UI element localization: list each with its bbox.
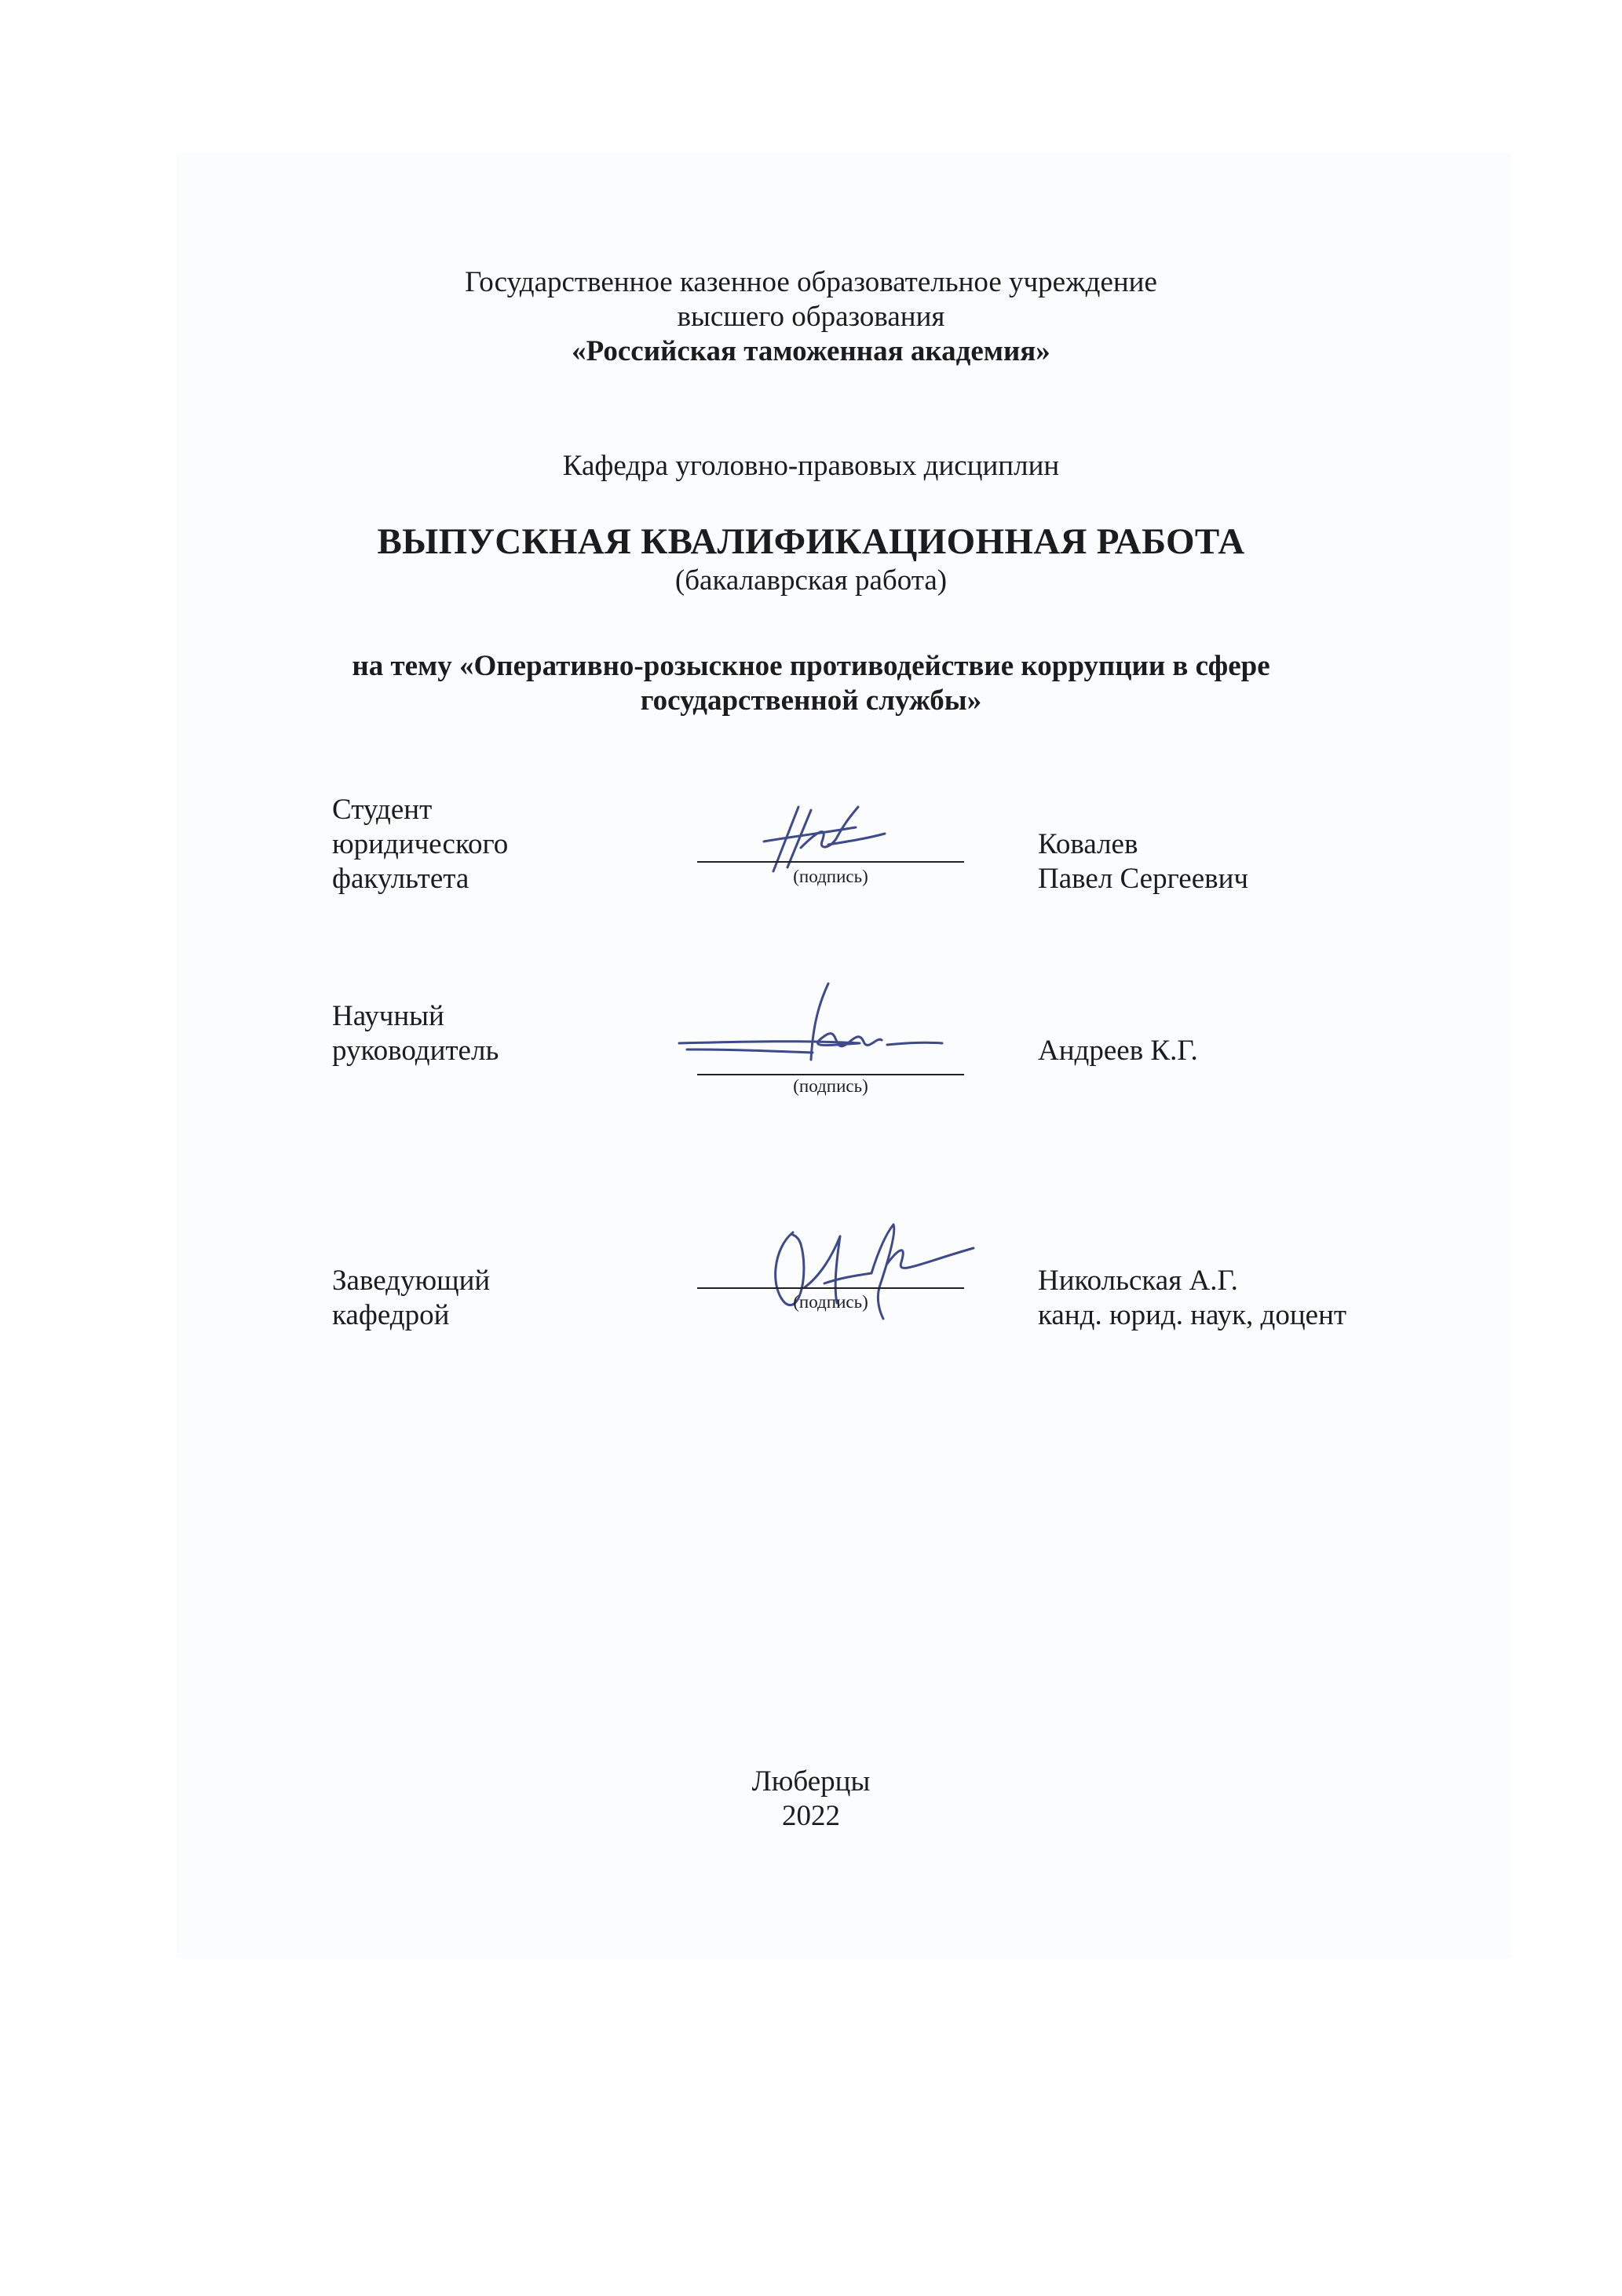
student-surname: Ковалев [1038, 828, 1138, 860]
city: Люберцы [751, 1765, 871, 1798]
document-subtitle: (бакалаврская работа) [674, 564, 948, 597]
student-role: Студент юридического факультета [332, 794, 509, 895]
head-signature-block [0, 1201, 1622, 1331]
supervisor-name: Андреев К.Г. [1038, 1035, 1198, 1067]
institution-header [0, 265, 1622, 369]
head-name [1038, 1264, 1346, 1333]
head-signature-line [697, 1287, 964, 1289]
student-signature-line [697, 861, 964, 863]
place-and-year [0, 1765, 1622, 1834]
head-signature-caption: (подпись) [793, 1292, 868, 1312]
institution-line-1: Государственное казенное образовательное учреждение [465, 266, 1157, 298]
institution-line-2: высшего образования [677, 301, 945, 333]
student-signature-caption: (подпись) [793, 867, 868, 886]
document-title: ВЫПУСКНАЯ КВАЛИФИКАЦИОННАЯ РАБОТА [377, 521, 1245, 562]
topic-line-1: на тему «Оперативно-розыскное противодействие коррупции в сфере [352, 650, 1270, 682]
head-academic-degree: канд. юрид. наук, доцент [1038, 1299, 1347, 1331]
student-name [1038, 827, 1248, 896]
topic-line-2: государственной службы» [640, 684, 982, 717]
head-role: Заведующий кафедрой [332, 1265, 491, 1331]
student-given-names: Павел Сергеевич [1038, 863, 1248, 895]
thesis-topic [0, 649, 1622, 718]
supervisor-signature-caption: (подпись) [793, 1076, 868, 1096]
head-signature [762, 1201, 981, 1334]
student-signature-block [0, 785, 1622, 911]
supervisor-signature-block [0, 989, 1622, 1115]
department-name: Кафедра уголовно-правовых дисциплин [562, 450, 1060, 482]
year: 2022 [782, 1800, 840, 1832]
institution-name: «Российская таможенная академия» [572, 335, 1050, 367]
head-full-name: Никольская А.Г. [1038, 1265, 1238, 1297]
supervisor-signature [671, 977, 946, 1087]
supervisor-role: Научный руководитель [332, 1000, 499, 1067]
